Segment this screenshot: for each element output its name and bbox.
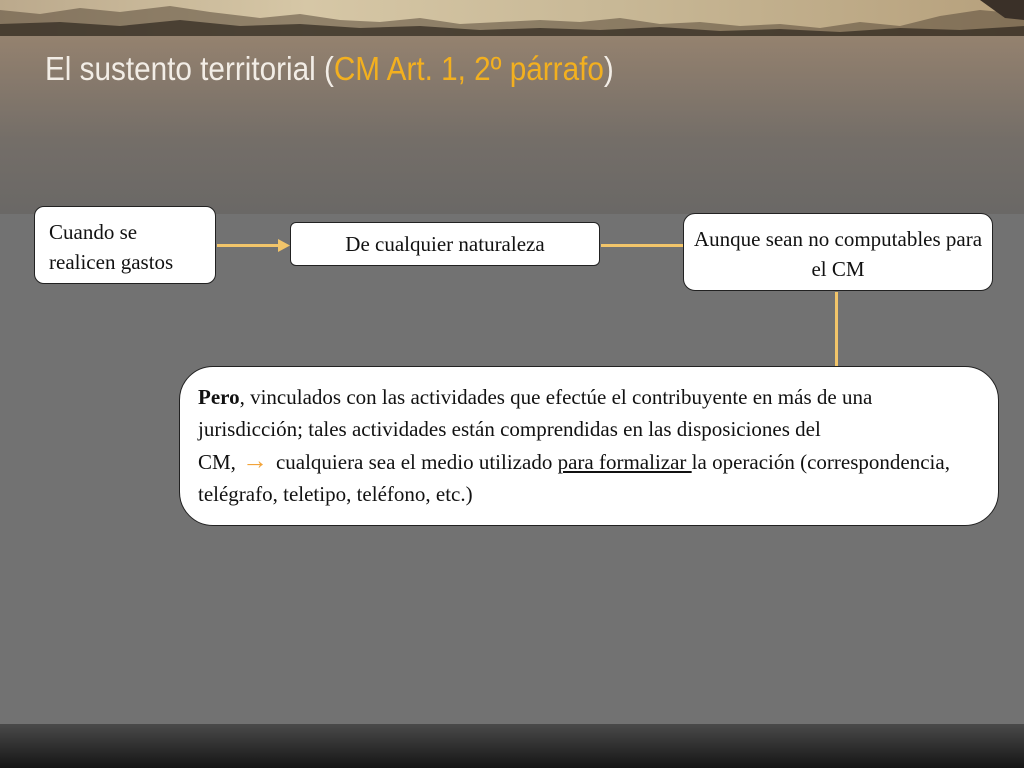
- flow-box-naturaleza: De cualquier naturaleza: [290, 222, 600, 266]
- footer-band: [0, 724, 1024, 768]
- flow-box-gastos: Cuando se realicen gastos: [34, 206, 216, 284]
- connector-box2-box3: [601, 244, 683, 247]
- emphasis-pero: Pero: [198, 385, 240, 409]
- flow-box-vinculacion: Pero, vinculados con las actividades que efectúe el contribuyente en más de una jurisdicción; tales actividades están comprendidas en las disposiciones del CM, → cualquiera sea el medio utilizado para formalizar la operación (correspondencia, telégrafo, teletipo, teléfono, etc.): [179, 366, 999, 526]
- flow-box-no-computables: Aunque sean no computables para el CM: [683, 213, 993, 291]
- header-background: [0, 0, 1024, 214]
- arrow-head-icon: [278, 239, 290, 252]
- title-reference: CM Art. 1, 2º párrafo: [333, 50, 604, 87]
- connector-box1-box2: [217, 244, 282, 247]
- underlined-phrase: para formalizar: [557, 450, 692, 474]
- right-arrow-icon: →: [241, 446, 268, 475]
- slide-title: El sustento territorial (CM Art. 1, 2º párrafo): [45, 50, 614, 87]
- connector-box3-box4: [835, 292, 838, 366]
- landscape-banner: [0, 0, 1024, 36]
- landscape-silhouette-icon: [0, 0, 1024, 36]
